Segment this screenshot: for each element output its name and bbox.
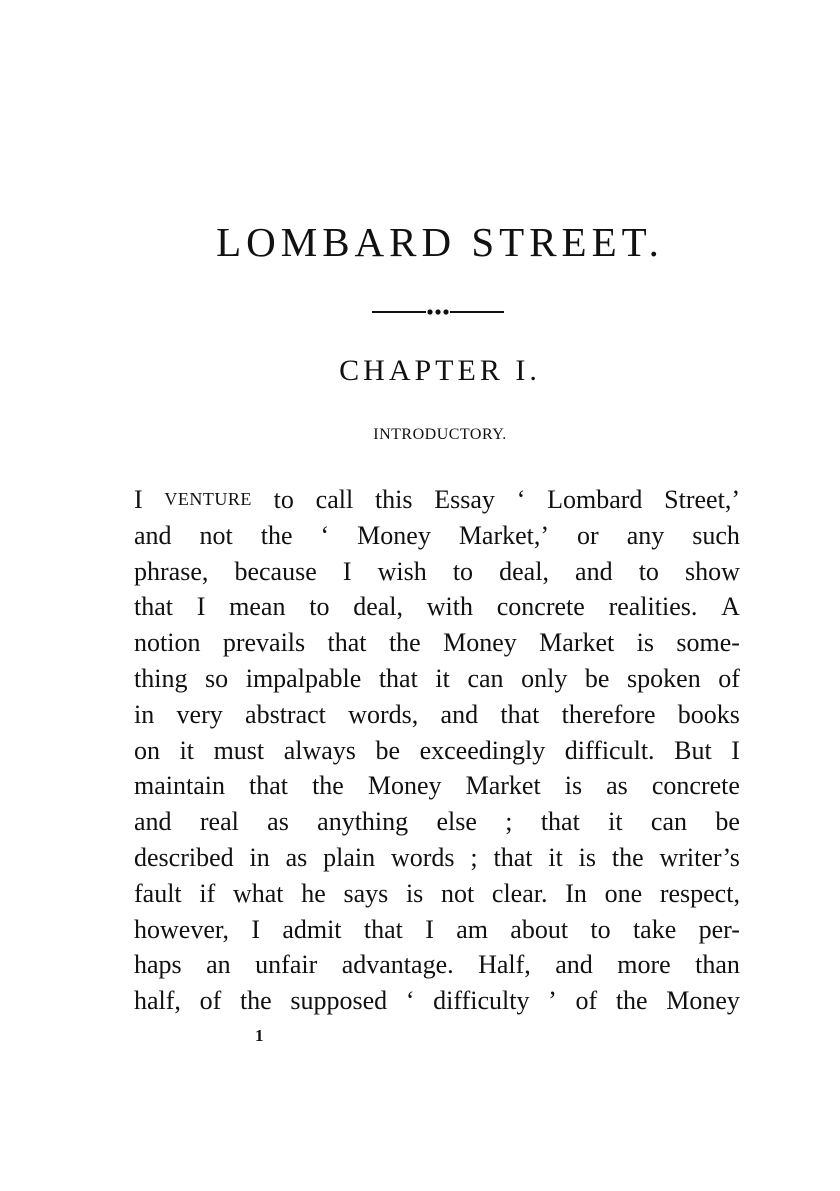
word: is [636,628,654,658]
word: unfair [255,950,318,980]
word: any [626,520,665,550]
word: concrete [496,592,585,622]
word: fault [134,878,182,908]
word: ’ [548,986,557,1016]
word: it [608,807,623,837]
word: and [555,950,593,980]
text-line [134,589,740,625]
word: the [312,771,344,801]
word: and [440,699,479,729]
word: that [540,807,580,837]
word: be [375,735,401,765]
word: the [239,986,272,1016]
text-line-inner [134,804,740,840]
text-line [134,625,740,661]
word: it [179,735,195,765]
word: the [611,842,644,872]
chapter-heading: CHAPTER I. [339,354,541,387]
text-line-inner [134,947,740,983]
word: that [363,914,403,944]
word: such [692,520,740,550]
word: concrete [651,771,740,801]
body-text [134,482,740,1019]
text-line [134,912,740,948]
word: described [134,842,234,872]
word: Money [367,771,442,801]
word: to [638,556,659,586]
word: clear. [491,878,548,908]
word: it [548,842,563,872]
word: one [604,878,643,908]
word: as [606,771,628,801]
word: than [695,950,740,980]
text-line [134,983,740,1019]
text-line [134,554,740,590]
word: spoken [627,663,701,693]
word: prevails [222,628,306,658]
text-line-inner [134,840,740,876]
word: impalpable [245,663,362,693]
word: the [615,986,648,1016]
word: not [440,878,475,908]
word: difficulty [433,986,530,1016]
word: Essay [434,485,495,514]
word: the [260,520,293,550]
word: some- [676,628,740,658]
text-line-inner [134,518,740,554]
word: plain [323,842,376,872]
word: Street,’ [664,485,740,514]
word: Money [666,986,740,1016]
text-line [134,876,740,912]
word: can [650,807,688,837]
word: be [584,663,610,693]
word: in [249,842,270,872]
word: deal, [499,556,549,586]
page-number: 1 [255,1026,264,1045]
word: A [721,592,740,622]
text-line [134,661,740,697]
word: But [674,735,712,765]
word: I [425,914,434,944]
word: books [677,699,740,729]
word: call [315,485,354,514]
word: about [510,914,569,944]
word: wish [377,556,427,586]
word: am [456,914,488,944]
text-line-inner [134,554,740,590]
text-line-inner [134,876,740,912]
word: Money [443,628,517,658]
word: respect, [659,878,740,908]
word: phrase, [134,556,209,586]
word: is [564,771,583,801]
word: advantage. [341,950,454,980]
page-title: LOMBARD STREET. [216,219,664,265]
text-line [134,947,740,983]
word: of [199,986,222,1016]
word: Half, [478,950,531,980]
word: half, [134,986,181,1016]
word: I [251,914,260,944]
text-line [134,768,740,804]
word: that [327,628,367,658]
word: supposed [290,986,388,1016]
word: therefore [561,699,656,729]
word: always [283,735,356,765]
word: of [575,986,598,1016]
word: notion [134,628,201,658]
word: exceedingly [419,735,546,765]
word: he [301,878,326,908]
word: words [390,842,455,872]
word: to [273,485,294,514]
word: maintain [134,771,225,801]
word: admit [282,914,342,944]
word: what [232,878,284,908]
lead-small-caps: VENTURE [164,489,252,509]
word: more [617,950,671,980]
word: ; [505,807,513,837]
word: on [134,735,160,765]
word: not [199,520,233,550]
text-line [134,518,740,554]
word: ‘ [320,520,330,550]
paragraph-lines [134,518,740,1019]
word: else [436,807,477,837]
word: of [718,663,740,693]
word: an [206,950,231,980]
word: Market,’ [458,520,550,550]
text-line [134,840,740,876]
text-line-inner [134,589,740,625]
word: I [342,556,352,586]
word: that [134,592,173,622]
text-line [134,697,740,733]
word: haps [134,950,182,980]
word: be [715,807,740,837]
word: mean [229,592,286,622]
word: abstract [245,699,326,729]
word: anything [317,807,409,837]
first-line [134,482,740,518]
word: to [590,914,611,944]
word: and [134,807,172,837]
word: to [309,592,330,622]
word: with [426,592,474,622]
word: and [134,520,172,550]
text-line [134,804,740,840]
word: I [731,735,740,765]
word: it [435,663,450,693]
word: because [234,556,317,586]
word: per- [698,914,740,944]
word: In [565,878,587,908]
word: writer’s [659,842,740,872]
text-line [134,482,740,518]
word: only [521,663,568,693]
word: however, [134,914,229,944]
text-line-inner [134,733,740,769]
word: to [452,556,474,586]
word: show [685,556,740,586]
word: very [176,699,223,729]
word: says [343,878,389,908]
word: difficult. [564,735,655,765]
word: ; [470,842,478,872]
word: thing [134,663,188,693]
word: I [196,592,206,622]
word: that [249,771,289,801]
word: Market [465,771,541,801]
word: so [205,663,229,693]
text-line-inner [134,768,740,804]
word: must [213,735,265,765]
word: Market [539,628,615,658]
word: Lombard [547,485,643,514]
ornament-divider [372,307,504,317]
word: is [405,878,424,908]
word: that [493,842,533,872]
word: this [374,485,413,514]
word: the [388,628,421,658]
word: deal, [353,592,404,622]
text-line-inner [134,983,740,1019]
word: is [578,842,596,872]
word: Money [357,520,431,550]
word: as [267,807,289,837]
word: and [575,556,613,586]
lead-initial: I [134,485,143,514]
text-line-inner [134,661,740,697]
word: if [199,878,216,908]
word: take [632,914,677,944]
word: can [467,663,504,693]
chapter-subtitle: INTRODUCTORY. [373,426,507,443]
text-line-inner [134,912,740,948]
word: in [134,699,155,729]
word: ‘ [516,485,526,514]
word: realities. [608,592,698,622]
word: that [378,663,418,693]
word: words, [348,699,419,729]
word: or [577,520,599,550]
word: ‘ [405,986,415,1016]
word: as [285,842,308,872]
word: real [199,807,239,837]
word: that [500,699,540,729]
text-line [134,733,740,769]
text-line-inner [134,625,740,661]
text-line-inner [134,697,740,733]
